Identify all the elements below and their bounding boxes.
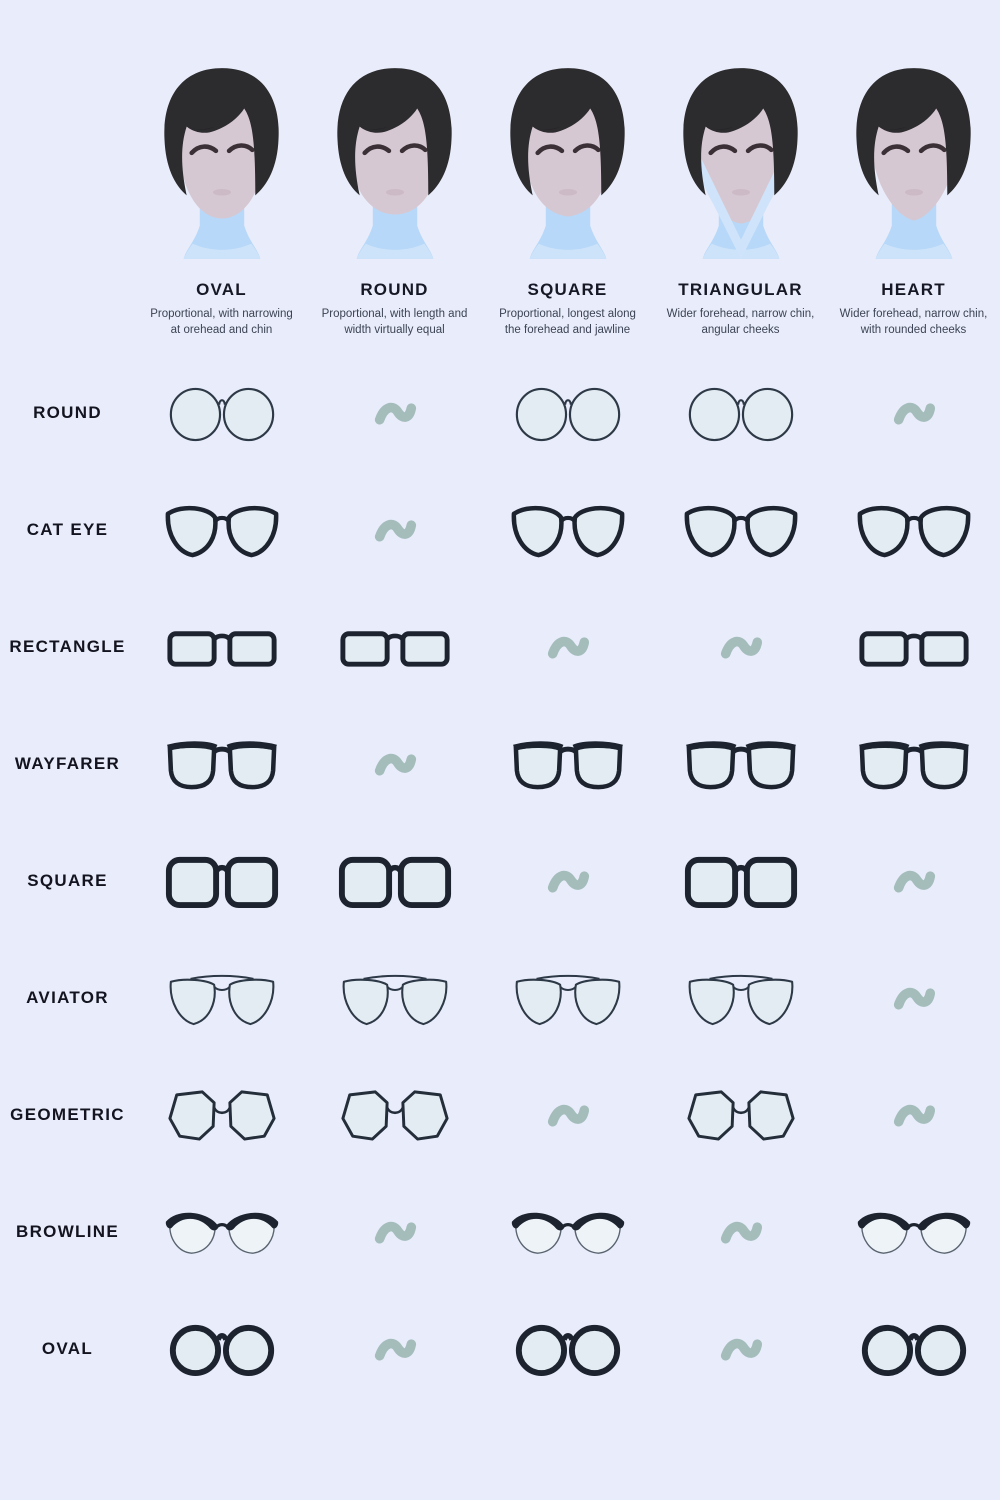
- frame-style-row: [0, 823, 1000, 940]
- suitability-cell: [654, 501, 827, 560]
- suitability-cell: [135, 384, 308, 443]
- glasses-icon: [682, 969, 800, 1028]
- suitability-cell: [481, 969, 654, 1028]
- face-shape-label: SQUARE: [527, 280, 608, 299]
- suitability-cell: [308, 390, 481, 436]
- face-shape-description: Proportional, with narrowing at orehead and chin: [150, 308, 293, 336]
- face-illustration: [482, 56, 654, 268]
- frame-style-label: GEOMETRIC: [10, 1105, 125, 1125]
- glasses-icon: [855, 618, 973, 677]
- suitability-cell: [308, 507, 481, 553]
- glasses-icon: [163, 1320, 281, 1379]
- tilde-icon: [545, 1092, 591, 1138]
- glasses-icon: [509, 1320, 627, 1379]
- tilde-icon: [891, 1092, 937, 1138]
- face-column: [654, 56, 827, 339]
- suitability-cell: [308, 618, 481, 677]
- suitability-cell: [135, 1320, 308, 1379]
- suitability-cell: [827, 501, 1000, 560]
- glasses-icon: [509, 969, 627, 1028]
- tilde-icon: [372, 741, 418, 787]
- glasses-icon: [855, 501, 973, 560]
- tilde-icon: [372, 507, 418, 553]
- suitability-cell: [827, 618, 1000, 677]
- face-shape-label: TRIANGULAR: [678, 280, 803, 299]
- frame-style-row: [0, 1057, 1000, 1174]
- glasses-icon: [336, 618, 454, 677]
- glasses-icon: [855, 1203, 973, 1262]
- matrix-body: [0, 355, 1000, 1408]
- suitability-cell: [308, 1086, 481, 1145]
- frame-style-label: WAYFARER: [14, 754, 121, 774]
- suitability-cell: [135, 969, 308, 1028]
- frame-style-row: [0, 1174, 1000, 1291]
- glasses-icon: [163, 1086, 281, 1145]
- glasses-icon: [336, 1086, 454, 1145]
- suitability-cell: [135, 618, 308, 677]
- tilde-icon: [891, 390, 937, 436]
- suitability-cell: [827, 1203, 1000, 1262]
- face-shape-label: HEART: [881, 280, 946, 299]
- glasses-icon: [682, 1086, 800, 1145]
- glasses-icon: [336, 852, 454, 911]
- glasses-icon: [509, 735, 627, 794]
- suitability-cell: [481, 1092, 654, 1138]
- face-illustration: [136, 56, 308, 268]
- suitability-cell: [827, 1092, 1000, 1138]
- suitability-cell: [654, 1086, 827, 1145]
- suitability-cell: [308, 1209, 481, 1255]
- frame-style-row: [0, 589, 1000, 706]
- suitability-cell: [135, 852, 308, 911]
- suitability-cell: [481, 1203, 654, 1262]
- glasses-icon: [682, 735, 800, 794]
- suitability-cell: [481, 501, 654, 560]
- frame-style-label: ROUND: [33, 403, 102, 423]
- face-column: [135, 56, 308, 339]
- frame-style-label: BROWLINE: [16, 1222, 119, 1242]
- frame-style-row: [0, 1291, 1000, 1408]
- tilde-icon: [718, 1326, 764, 1372]
- frame-style-row: [0, 940, 1000, 1057]
- suitability-cell: [827, 390, 1000, 436]
- tilde-icon: [372, 1209, 418, 1255]
- frame-style-row: [0, 706, 1000, 823]
- suitability-cell: [827, 1320, 1000, 1379]
- glasses-icon: [682, 501, 800, 560]
- frame-style-label: OVAL: [41, 1339, 94, 1359]
- suitability-cell: [308, 1326, 481, 1372]
- suitability-cell: [135, 1203, 308, 1262]
- frame-style-label: RECTANGLE: [9, 637, 126, 657]
- face-column: [308, 56, 481, 339]
- suitability-cell: [481, 624, 654, 670]
- glasses-icon: [163, 852, 281, 911]
- face-shape-label: ROUND: [360, 280, 429, 299]
- glasses-icon: [163, 969, 281, 1028]
- glasses-icon: [509, 384, 627, 443]
- tilde-icon: [891, 975, 937, 1021]
- header-row: [0, 0, 1000, 339]
- glasses-icon: [336, 969, 454, 1028]
- suitability-cell: [481, 384, 654, 443]
- suitability-cell: [481, 735, 654, 794]
- tilde-icon: [545, 624, 591, 670]
- tilde-icon: [372, 1326, 418, 1372]
- glasses-icon: [163, 384, 281, 443]
- face-shape-description: Proportional, longest along the forehead and jawline: [499, 308, 636, 336]
- face-column: [481, 56, 654, 339]
- tilde-icon: [891, 858, 937, 904]
- tilde-icon: [372, 390, 418, 436]
- frame-style-row: [0, 472, 1000, 589]
- glasses-icon: [163, 735, 281, 794]
- suitability-cell: [308, 969, 481, 1028]
- face-shape-description: Wider forehead, narrow chin, with rounded cheeks: [839, 308, 988, 336]
- suitability-cell: [135, 501, 308, 560]
- glasses-icon: [509, 501, 627, 560]
- face-shape-description: Proportional, with length and width virtually equal: [321, 308, 468, 336]
- suitability-cell: [654, 852, 827, 911]
- face-shape-label: OVAL: [196, 280, 247, 299]
- header-spacer: [0, 56, 135, 339]
- suitability-cell: [481, 858, 654, 904]
- suitability-cell: [654, 624, 827, 670]
- suitability-cell: [827, 975, 1000, 1021]
- glasses-icon: [855, 1320, 973, 1379]
- glasses-icon: [682, 852, 800, 911]
- face-illustration: [828, 56, 1000, 268]
- suitability-cell: [654, 735, 827, 794]
- face-column: [827, 56, 1000, 339]
- tilde-icon: [718, 1209, 764, 1255]
- suitability-cell: [308, 741, 481, 787]
- tilde-icon: [718, 624, 764, 670]
- suitability-cell: [135, 735, 308, 794]
- suitability-cell: [654, 969, 827, 1028]
- suitability-cell: [481, 1320, 654, 1379]
- frame-style-label: CAT EYE: [26, 520, 109, 540]
- suitability-cell: [654, 1326, 827, 1372]
- glasses-icon: [509, 1203, 627, 1262]
- tilde-icon: [545, 858, 591, 904]
- frame-style-label: AVIATOR: [26, 988, 109, 1008]
- face-shape-description: Wider forehead, narrow chin, angular cheeks: [666, 308, 815, 336]
- glasses-icon: [682, 384, 800, 443]
- glasses-icon: [163, 618, 281, 677]
- glasses-icon: [855, 735, 973, 794]
- frame-style-row: [0, 355, 1000, 472]
- frame-style-label: SQUARE: [27, 871, 108, 891]
- face-illustration: [655, 56, 827, 268]
- glasses-icon: [163, 501, 281, 560]
- suitability-cell: [654, 384, 827, 443]
- suitability-cell: [827, 858, 1000, 904]
- suitability-cell: [135, 1086, 308, 1145]
- suitability-cell: [308, 852, 481, 911]
- suitability-cell: [827, 735, 1000, 794]
- glasses-icon: [163, 1203, 281, 1262]
- face-illustration: [309, 56, 481, 268]
- suitability-cell: [654, 1209, 827, 1255]
